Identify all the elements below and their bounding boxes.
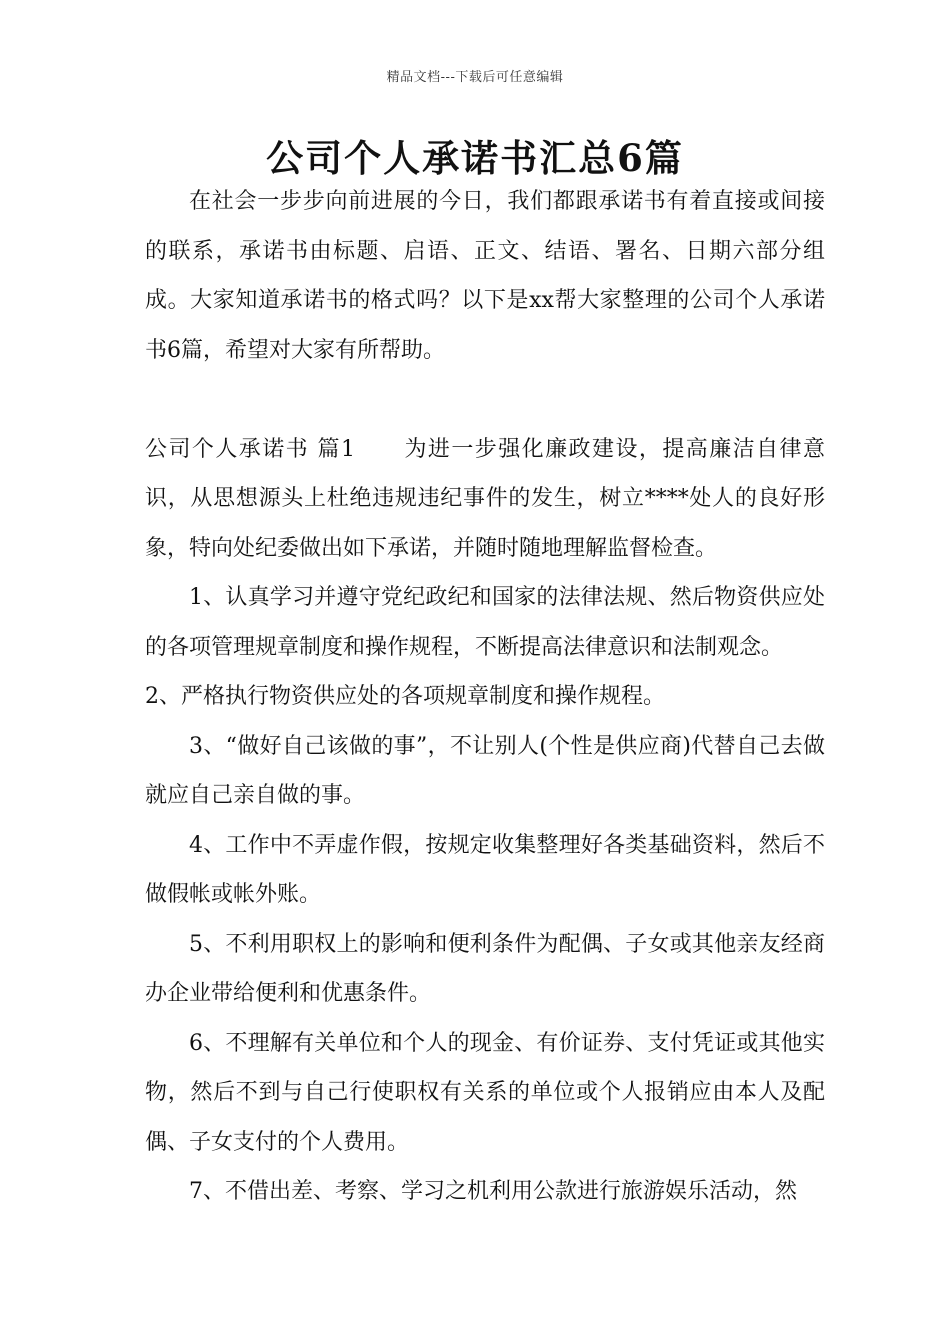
section1-heading: 公司个人承诺书 篇1 xyxy=(145,436,355,462)
commitment-item-5: 5、不利用职权上的影响和便利条件为配偶、子女或其他亲友经商办企业带给便利和优惠条件。 xyxy=(145,931,825,1006)
paragraph-gap xyxy=(145,375,825,425)
section1-lead-text: 为进一步强化廉政建设，提高廉洁自律意识，从思想源头上杜绝违规违纪事件的发生，树立****处人的良好形象，特向处纪委做出如下承诺，并随时随地理解监督检查。 xyxy=(145,436,825,561)
commitment-item-7: 7、不借出差、考察、学习之机利用公款进行旅游娱乐活动，然 xyxy=(189,1179,797,1204)
commitment-item-3: 3、“做好自己该做的事”，不让别人(个性是供应商)代替自己去做就应自己亲自做的事。 xyxy=(145,733,825,808)
header-note: 精品文档---下载后可任意编辑 xyxy=(386,70,564,85)
commitment-item-2: 2、严格执行物资供应处的各项规章制度和操作规程。 xyxy=(145,684,665,709)
section1-lead-paragraph xyxy=(145,425,825,574)
document-title: 公司个人承诺书汇总6篇 xyxy=(266,136,684,180)
intro-paragraph: 在社会一步步向前进展的今日，我们都跟承诺书有着直接或间接的联系，承诺书由标题、启语、正文、结语、署名、日期六部分组成。大家知道承诺书的格式吗？以下是xx帮大家整理的公司个人承诺书6篇，希望对大家有所帮助。 xyxy=(145,189,825,363)
commitment-item-6: 6、不理解有关单位和个人的现金、有价证券、支付凭证或其他实物，然后不到与自己行使职权有关系的单位或个人报销应由本人及配偶、子女支付的个人费用。 xyxy=(145,1030,825,1155)
commitment-item-1: 1、认真学习并遵守党纪政纪和国家的法律法规、然后物资供应处的各项管理规章制度和操作规程，不断提高法律意识和法制观念。 xyxy=(145,585,825,660)
document-body xyxy=(145,177,825,1217)
commitment-item-4: 4、工作中不弄虚作假，按规定收集整理好各类基础资料，然后不做假帐或帐外账。 xyxy=(145,832,825,907)
